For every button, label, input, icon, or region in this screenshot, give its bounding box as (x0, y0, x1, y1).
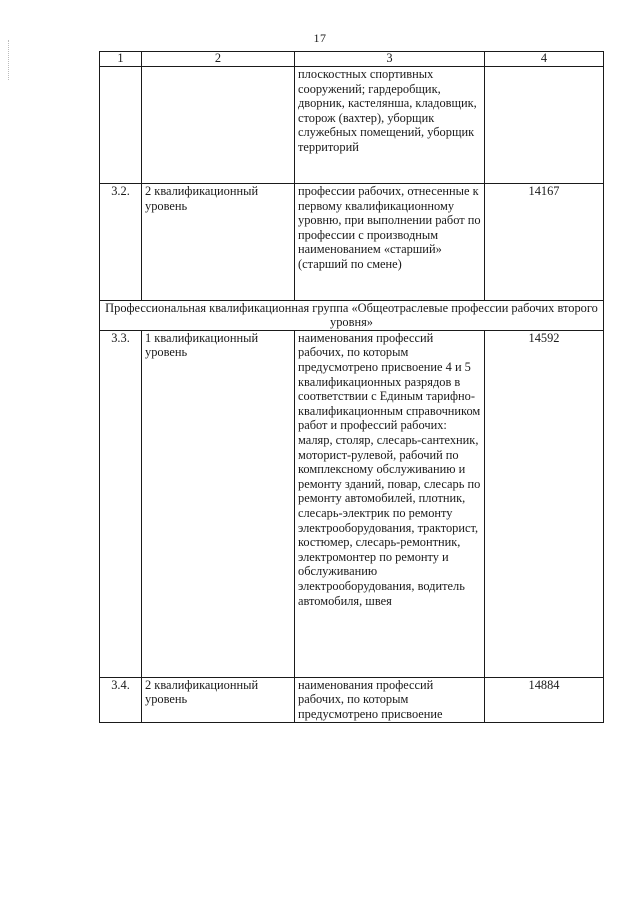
group-header-row (100, 301, 604, 331)
table-header-row (100, 52, 604, 67)
table-row (100, 184, 604, 301)
profession-description: наименования профессий рабочих, по которым предусмотрено присвоение 4 и 5 квалификационных разрядов в соответствии с Единым тарифно-квалификационным справочником работ и профессий рабочих: маляр, столяр, слесарь-сантехник, моторист-рулевой, рабочий по комплексному обслуживанию и ремонту зданий, повар, слесарь по ремонту автомобилей, плотник, слесарь-электрик по ремонту электрооборудования, тракторист, костюмер, слесарь-ремонтник, электромонтер по ремонту и обслуживанию электрооборудования, водитель автомобиля, швея (295, 330, 485, 677)
salary-value (485, 67, 604, 184)
qualification-level: 1 квалификационный уровень (142, 330, 295, 677)
profession-description: плоскостных спортивных сооружений; гардеробщик, дворник, кастелянша, кладовщик, сторож (вахтер), уборщик служебных помещений, уборщик территорий (295, 67, 485, 184)
column-header: 4 (485, 52, 604, 67)
salary-value: 14167 (485, 184, 604, 301)
document-table (99, 51, 604, 723)
qualification-level: 2 квалификационный уровень (142, 677, 295, 722)
salary-value: 14592 (485, 330, 604, 677)
table-row (100, 330, 604, 677)
profession-description: наименования профессий рабочих, по которым предусмотрено присвоение (295, 677, 485, 722)
row-number: 3.3. (100, 330, 142, 677)
row-number: 3.4. (100, 677, 142, 722)
qualification-level (142, 67, 295, 184)
group-title: Профессиональная квалификационная группа «Общеотраслевые профессии рабочих второго уровня» (100, 301, 604, 331)
column-header: 3 (295, 52, 485, 67)
salary-value: 14884 (485, 677, 604, 722)
margin-marks (8, 40, 11, 80)
profession-description: профессии рабочих, отнесенные к первому квалификационному уровню, при выполнении работ по профессии с производным наименованием «старший» (старший по смене) (295, 184, 485, 301)
table-row (100, 67, 604, 184)
row-number: 3.2. (100, 184, 142, 301)
column-header: 2 (142, 52, 295, 67)
page-number: 17 (313, 31, 327, 45)
table-row (100, 677, 604, 722)
qualification-level: 2 квалификационный уровень (142, 184, 295, 301)
column-header: 1 (100, 52, 142, 67)
row-number (100, 67, 142, 184)
